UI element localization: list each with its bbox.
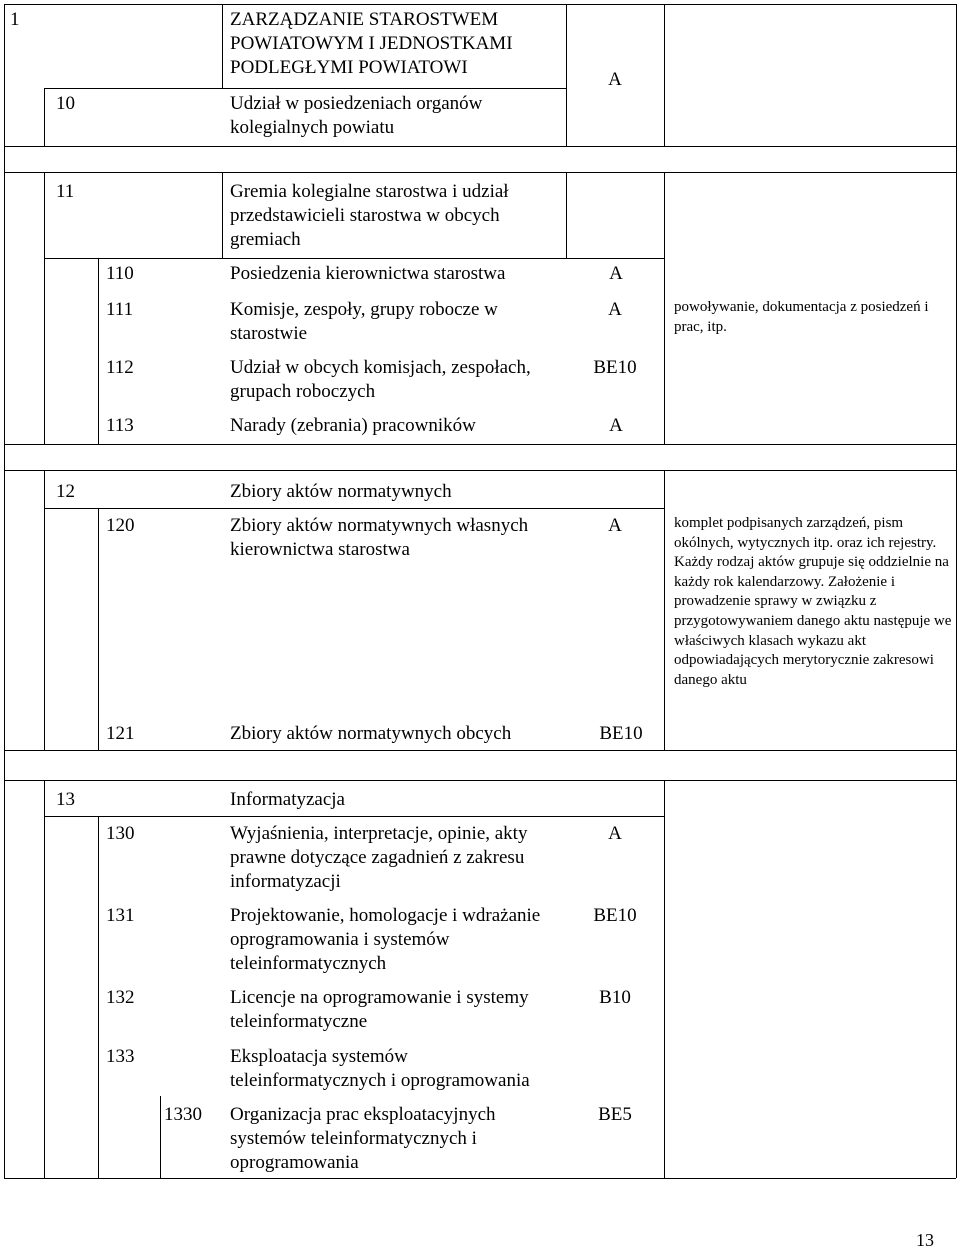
item-name: Posiedzenia kierownictwa starostwa xyxy=(230,263,506,284)
item-name: Narady (zebrania) pracowników xyxy=(230,415,476,436)
row-rule xyxy=(44,88,566,89)
table-right-border xyxy=(956,470,957,750)
section-number: 13 xyxy=(56,789,75,810)
table-right-border xyxy=(956,172,957,444)
table-right-border xyxy=(956,780,957,1178)
table-left-border xyxy=(4,172,5,444)
item-code: 130 xyxy=(106,823,135,844)
row-rule xyxy=(44,816,664,817)
section-divider xyxy=(4,750,956,751)
v-rule xyxy=(956,146,957,172)
item-name: Komisje, zespoły, grupy robocze w starostwie xyxy=(230,299,498,344)
section-divider xyxy=(4,470,956,471)
item-code: 111 xyxy=(106,299,134,320)
item-code: 120 xyxy=(106,515,135,536)
section-number: 1 xyxy=(10,9,20,30)
page-number: 13 xyxy=(916,1230,934,1250)
section-divider xyxy=(4,780,956,781)
item-category: BE10 xyxy=(593,905,637,926)
item-category: B10 xyxy=(599,987,631,1008)
item-note: komplet podpisanych zarządzeń, pism okólnych, wytycznych itp. oraz ich rejestry. Każdy rodzaj aktów grupuje się oddzielnie na każdy rok kalendarzowy. Założenie i prowadzenie sprawy w związku z przygotowywaniem danego aktu następuje we właściwych klasach wykazu akt odpowiadających merytorycznie zakresowi danego aktu xyxy=(674,515,952,688)
table-right-border xyxy=(956,4,957,146)
item-category: BE5 xyxy=(598,1104,632,1125)
item-note: powoływanie, dokumentacja z posiedzeń i prac, itp. xyxy=(674,299,929,335)
item-code: 132 xyxy=(106,987,135,1008)
item-name: Udział w posiedzeniach organów kolegialnych powiatu xyxy=(230,93,483,138)
item-category: A xyxy=(608,515,622,536)
item-code: 1330 xyxy=(164,1104,202,1125)
item-category: BE10 xyxy=(593,357,637,378)
item-category: BE10 xyxy=(599,723,643,744)
section-title: ZARZĄDZANIE STAROSTWEM POWIATOWYM I JEDNOSTKAMI PODLEGŁYMI POWIATOWI xyxy=(230,9,513,78)
v-rule xyxy=(956,444,957,470)
item-name: Zbiory aktów normatywnych własnych kierownictwa starostwa xyxy=(230,515,529,560)
v-rule xyxy=(44,88,45,146)
v-rule xyxy=(98,508,99,750)
section-divider xyxy=(4,444,956,445)
item-category: A xyxy=(609,263,623,284)
v-rule xyxy=(566,172,567,258)
item-code: 133 xyxy=(106,1046,135,1067)
row-rule xyxy=(44,258,664,259)
table-bottom-border xyxy=(4,1178,956,1179)
item-code: 10 xyxy=(56,93,75,114)
v-rule xyxy=(160,1096,161,1178)
table-left-border xyxy=(4,780,5,1178)
v-rule xyxy=(664,780,665,1178)
table-top-border xyxy=(4,4,956,5)
v-rule xyxy=(44,172,45,444)
v-rule xyxy=(44,470,45,750)
v-rule xyxy=(222,4,223,88)
item-category: A xyxy=(608,299,622,320)
v-rule xyxy=(222,172,223,258)
item-code: 113 xyxy=(106,415,134,436)
item-name: Wyjaśnienia, interpretacje, opinie, akty prawne dotyczące zagadnień z zakresu informatyzacji xyxy=(230,823,528,892)
item-category: A xyxy=(608,69,622,90)
item-category: A xyxy=(608,823,622,844)
item-name: Projektowanie, homologacje i wdrażanie oprogramowania i systemów teleinformatycznych xyxy=(230,905,541,974)
v-rule xyxy=(956,750,957,780)
section-title: Zbiory aktów normatywnych xyxy=(230,481,452,502)
v-rule xyxy=(98,816,99,1178)
item-name: Udział w obcych komisjach, zespołach, grupach roboczych xyxy=(230,357,531,402)
section-divider xyxy=(4,172,956,173)
section-number: 12 xyxy=(56,481,75,502)
row-rule xyxy=(44,508,664,509)
v-rule xyxy=(664,172,665,444)
item-category: A xyxy=(609,415,623,436)
section-title: Gremia kolegialne starostwa i udział przedstawicieli starostwa w obcych gremiach xyxy=(230,181,509,250)
table-left-border xyxy=(4,470,5,750)
section-number: 11 xyxy=(56,181,75,202)
section-title: Informatyzacja xyxy=(230,789,345,810)
v-rule xyxy=(664,470,665,750)
item-code: 110 xyxy=(106,263,134,284)
item-name: Licencje na oprogramowanie i systemy teleinformatyczne xyxy=(230,987,529,1032)
v-rule xyxy=(4,444,5,470)
item-name: Organizacja prac eksploatacyjnych systemów teleinformatycznych i oprogramowania xyxy=(230,1104,496,1173)
item-code: 121 xyxy=(106,723,135,744)
item-name: Zbiory aktów normatywnych obcych xyxy=(230,723,512,744)
v-rule xyxy=(664,4,665,146)
v-rule xyxy=(4,750,5,780)
table-left-border xyxy=(4,4,5,146)
v-rule xyxy=(98,258,99,444)
section-divider xyxy=(4,146,956,147)
v-rule xyxy=(4,146,5,172)
v-rule xyxy=(44,780,45,1178)
item-name: Eksploatacja systemów teleinformatycznych i oprogramowania xyxy=(230,1046,530,1091)
item-code: 112 xyxy=(106,357,134,378)
item-code: 131 xyxy=(106,905,135,926)
